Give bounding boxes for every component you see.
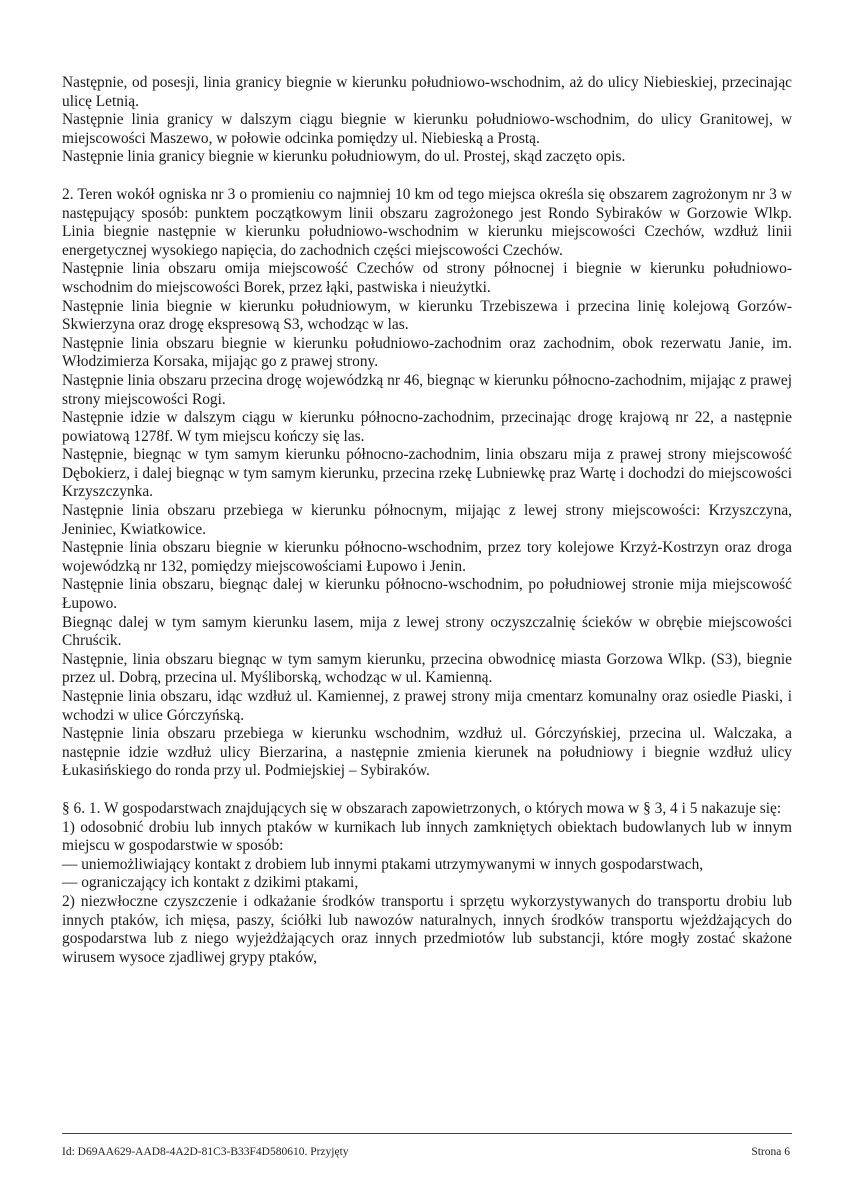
paragraph: Następnie linia obszaru biegnie w kierunku południowo-zachodnim oraz zachodnim, obok rezerwatu Janie, im. Włodzimierza Korsaka, mijając go z prawej strony. — [62, 334, 792, 371]
paragraph: Następnie, biegnąc w tym samym kierunku północno-zachodnim, linia obszaru mija z prawej strony miejscowość Dębokierz, i dalej biegnąc w tym samym kierunku, przecina rzekę Lubniewkę praz Wartę i dochodzi do miejscowości Krzyszczynka. — [62, 446, 792, 501]
document-body — [62, 74, 792, 967]
paragraph: Następnie linia obszaru przebiega w kierunku wschodnim, wzdłuż ul. Górczyńskiej, przecina ul. Walczaka, a następnie idzie wzdłuż ulicy Bierzarina, a następnie zmienia kierunek na południowy i biegnie wzdłuż ulicy Łukasińskiego do ronda przy ul. Podmiejskiej – Sybiraków. — [62, 725, 792, 780]
paragraph: Następnie linia obszaru, biegnąc dalej w kierunku północno-wschodnim, po południowej stronie mija miejscowość Łupowo. — [62, 576, 792, 613]
paragraph: Następnie, linia obszaru biegnąc w tym samym kierunku, przecina obwodnicę miasta Gorzowa Wlkp. (S3), biegnie przez ul. Dobrą, przecina ul. Myśliborską, wchodząc w ul. Kamienną. — [62, 650, 792, 687]
paragraph: 2) niezwłoczne czyszczenie i odkażanie środków transportu i sprzętu wykorzystywanych do transportu drobiu lub innych ptaków, ich mięsa, paszy, ściółki lub nawozów naturalnych, innych środków transportu wjeżdżających do gospodarstwa lub z niego wyjeżdżających oraz innych przedmiotów lub substancji, które mogły zostać skażone wirusem wysoce zjadliwej grypy ptaków, — [62, 892, 792, 966]
paragraph: Następnie, od posesji, linia granicy biegnie w kierunku południowo-wschodnim, aż do ulicy Niebieskiej, przecinając ulicę Letnią. — [62, 74, 792, 110]
paragraph: 1) odosobnić drobiu lub innych ptaków w kurnikach lub innych zamkniętych obiektach budowlanych lub w innym miejscu w gospodarstwie w sposób: — [62, 818, 792, 855]
paragraph: Biegnąc dalej w tym samym kierunku lasem, mija z lewej strony oczyszczalnię ścieków w obrębie miejscowości Chruścik. — [62, 613, 792, 650]
paragraph: Następnie linia obszaru przecina drogę wojewódzką nr 46, biegnąc w kierunku północno-zachodnim, mijając z prawej strony miejscowości Rogi. — [62, 371, 792, 408]
paragraph: Następnie linia obszaru biegnie w kierunku północno-wschodnim, przez tory kolejowe Krzyż-Kostrzyn oraz droga wojewódzką nr 132, pomiędzy miejscowościami Łupowo i Jenin. — [62, 539, 792, 575]
paragraph: § 6. 1. W gospodarstwach znajdujących się w obszarach zapowietrzonych, o których mowa w § 3, 4 i 5 nakazuje się: — [62, 799, 782, 817]
footer-document-id: Id: D69AA629-AAD8-4A2D-81C3-B33F4D580610. Przyjęty — [62, 1146, 349, 1158]
list-item: — uniemożliwiający kontakt z drobiem lub innymi ptakami utrzymywanymi w innych gospodarstwach, — [62, 855, 704, 873]
paragraph: Następnie idzie w dalszym ciągu w kierunku północno-zachodnim, przecinając drogę krajową nr 22, a następnie powiatową 1278f. W tym miejscu kończy się las. — [62, 409, 792, 445]
spacer — [62, 781, 792, 800]
paragraph: Następnie linia biegnie w kierunku południowym, w kierunku Trzebiszewa i przecina linię kolejową Gorzów-Skwierzyna oraz drogę ekspresową S3, wchodząc w las. — [62, 297, 792, 334]
paragraph: Następnie linia obszaru omija miejscowość Czechów od strony północnej i biegnie w kierunku południowo-wschodnim do miejscowości Borek, przez łąki, pastwiska i nieużytki. — [62, 260, 792, 296]
paragraph: Następnie linia granicy biegnie w kierunku południowym, do ul. Prostej, skąd zaczęto opis. — [62, 148, 626, 166]
paragraph: Następnie linia granicy w dalszym ciągu biegnie w kierunku południowo-wschodnim, do ulicy Granitowej, w miejscowości Maszewo, w połowie odcinka pomiędzy ul. Niebieską a Prostą. — [62, 111, 792, 147]
footer-divider — [62, 1133, 792, 1134]
paragraph: Następnie linia obszaru przebiega w kierunku północnym, mijając z lewej strony miejscowości: Krzyszczyna, Jeniniec, Kwiatkowice. — [62, 502, 792, 538]
spacer — [62, 167, 792, 186]
footer-page-number: Strona 6 — [751, 1146, 790, 1158]
list-item: — ograniczający ich kontakt z dzikimi ptakami, — [62, 874, 359, 892]
paragraph: Następnie linia obszaru, idąc wzdłuż ul. Kamiennej, z prawej strony mija cmentarz komunalny oraz osiedle Piaski, i wchodzi w ulice Górczyńską. — [62, 688, 792, 724]
paragraph: 2. Teren wokół ogniska nr 3 o promieniu co najmniej 10 km od tego miejsca określa się obszarem zagrożonym nr 3 w następujący sposób: punktem początkowym linii obszaru zagrożonego jest Rondo Sybiraków w Gorzowie Wlkp. Linia biegnie następnie w kierunku południowo-wschodnim w kierunku miejscowości Czechów, wzdłuż linii energetycznej wysokiego napięcia, do zachodnich części miejscowości Czechów. — [62, 185, 792, 259]
